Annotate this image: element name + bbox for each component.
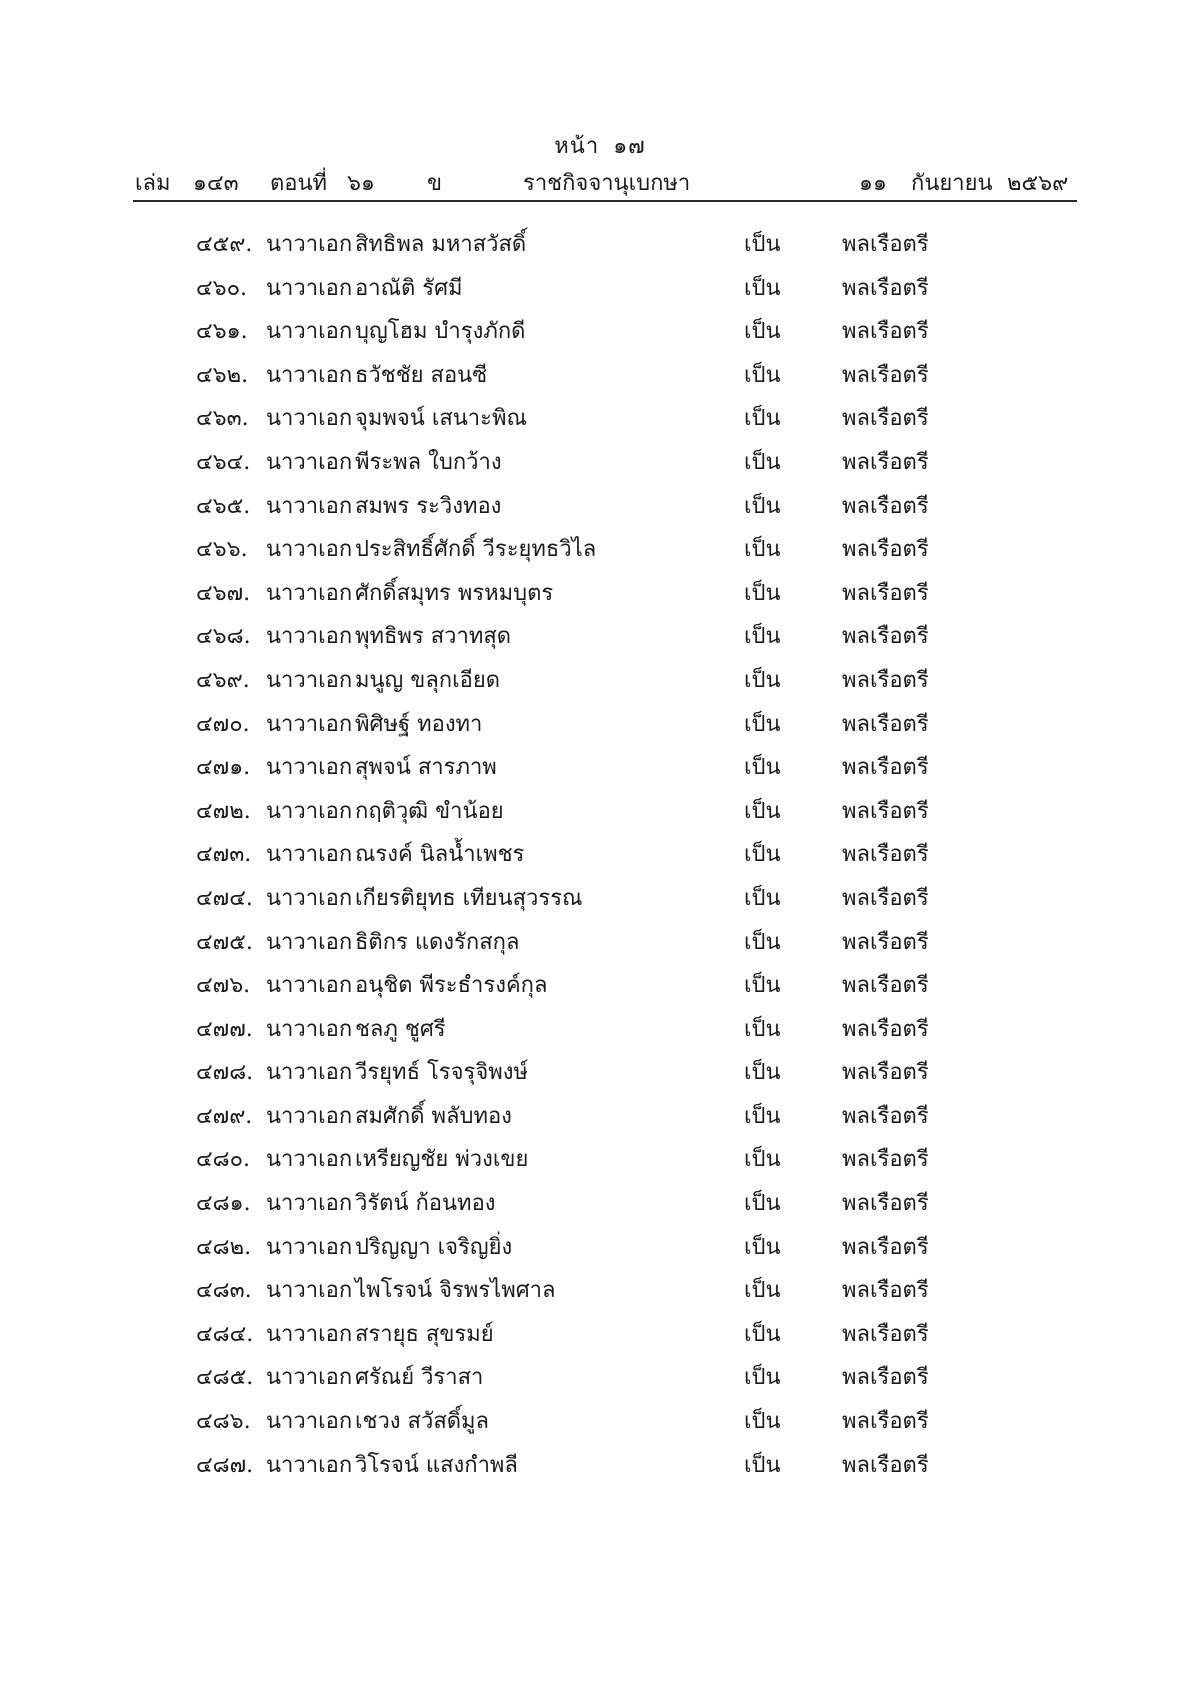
section-label: ตอนที่	[270, 171, 328, 196]
entry-new-rank: พลเรือตรี	[842, 449, 929, 475]
entry-as: เป็น	[744, 493, 781, 519]
entry-number: ๔๗๗.	[196, 1016, 253, 1042]
entry-current-rank: นาวาเอก	[266, 1321, 353, 1347]
entry-new-rank: พลเรือตรี	[842, 929, 929, 955]
entry-current-rank: นาวาเอก	[266, 537, 353, 563]
entry-as: เป็น	[744, 973, 781, 999]
section-number: ๖๑	[347, 171, 375, 196]
entry-new-rank: พลเรือตรี	[842, 842, 929, 868]
entry-current-rank: นาวาเอก	[266, 798, 353, 824]
entry-new-rank: พลเรือตรี	[842, 319, 929, 345]
entry-name: สิทธิพล มหาสวัสดิ์	[355, 232, 527, 257]
entry-name: ศักดิ์สมุทร พรหมบุตร	[355, 580, 554, 606]
entry-as: เป็น	[744, 449, 781, 475]
date-day: ๑๑	[859, 171, 887, 196]
entry-new-rank: พลเรือตรี	[842, 1147, 929, 1173]
entry-name: อนุชิต พีระธำรงค์กุล	[355, 973, 548, 999]
gazette-name: ราชกิจจานุเบกษา	[523, 171, 691, 196]
entry-as: เป็น	[744, 1191, 781, 1217]
entry-current-rank: นาวาเอก	[266, 885, 353, 911]
entry-as: เป็น	[744, 929, 781, 955]
entry-as: เป็น	[744, 1060, 781, 1086]
entry-new-rank: พลเรือตรี	[842, 667, 929, 693]
list-item	[0, 444, 1200, 488]
entry-new-rank: พลเรือตรี	[842, 1278, 929, 1304]
entry-name: พุทธิพร สวาทสุด	[355, 624, 512, 650]
entry-current-rank: นาวาเอก	[266, 232, 353, 257]
list-item	[0, 1403, 1200, 1447]
entry-current-rank: นาวาเอก	[266, 624, 353, 650]
entry-number: ๔๖๘.	[196, 624, 251, 650]
entry-current-rank: นาวาเอก	[266, 493, 353, 519]
entry-as: เป็น	[744, 406, 781, 432]
entry-new-rank: พลเรือตรี	[842, 493, 929, 519]
gazette-header	[135, 165, 1075, 199]
entry-current-rank: นาวาเอก	[266, 667, 353, 693]
entry-as: เป็น	[744, 1016, 781, 1042]
entry-as: เป็น	[744, 885, 781, 911]
entry-current-rank: นาวาเอก	[266, 711, 353, 737]
entry-current-rank: นาวาเอก	[266, 1060, 353, 1086]
list-item	[0, 531, 1200, 575]
list-item	[0, 1185, 1200, 1229]
entry-name: ธิติกร แดงรักสกุล	[355, 929, 520, 955]
entry-number: ๔๖๒.	[196, 362, 249, 388]
entry-number: ๔๖๙.	[196, 667, 250, 693]
entry-number: ๔๗๑.	[196, 755, 251, 781]
entry-new-rank: พลเรือตรี	[842, 798, 929, 824]
entry-new-rank: พลเรือตรี	[842, 755, 929, 781]
page-number-value: ๑๗	[613, 134, 646, 159]
entry-new-rank: พลเรือตรี	[842, 1016, 929, 1042]
entry-current-rank: นาวาเอก	[266, 1234, 353, 1260]
entry-name: สมศักดิ์ พลับทอง	[355, 1103, 512, 1129]
entry-number: ๔๗๖.	[196, 973, 251, 999]
entry-name: ประสิทธิ์ศักดิ์ วีระยุทธวิไล	[355, 537, 597, 563]
entry-current-rank: นาวาเอก	[266, 449, 353, 475]
entry-name: จุมพจน์ เสนาะพิณ	[355, 406, 527, 432]
entry-number: ๔๘๐.	[196, 1147, 251, 1173]
entry-current-rank: นาวาเอก	[266, 319, 353, 345]
entry-name: ปริญญา เจริญยิ่ง	[355, 1234, 513, 1260]
list-item	[0, 1229, 1200, 1273]
entry-current-rank: นาวาเอก	[266, 1452, 353, 1478]
entry-number: ๔๖๕.	[196, 493, 251, 519]
list-item	[0, 1011, 1200, 1055]
list-item	[0, 270, 1200, 314]
entry-new-rank: พลเรือตรี	[842, 580, 929, 606]
volume-label: เล่ม	[135, 171, 171, 196]
entry-current-rank: นาวาเอก	[266, 1103, 353, 1129]
entry-as: เป็น	[744, 624, 781, 650]
entry-number: ๔๘๗.	[196, 1452, 254, 1478]
entry-number: ๔๗๕.	[196, 929, 253, 955]
entry-as: เป็น	[744, 1278, 781, 1304]
entry-current-rank: นาวาเอก	[266, 929, 353, 955]
entry-current-rank: นาวาเอก	[266, 1365, 353, 1391]
list-item	[0, 967, 1200, 1011]
list-item	[0, 793, 1200, 837]
entry-new-rank: พลเรือตรี	[842, 1234, 929, 1260]
entry-number: ๔๘๔.	[196, 1321, 254, 1347]
entry-name: เหรียญชัย พ่วงเขย	[355, 1147, 529, 1173]
entry-current-rank: นาวาเอก	[266, 842, 353, 868]
entry-number: ๔๘๓.	[196, 1278, 252, 1304]
entry-current-rank: นาวาเอก	[266, 755, 353, 781]
entry-new-rank: พลเรือตรี	[842, 1191, 929, 1217]
entry-number: ๔๘๕.	[196, 1365, 254, 1391]
list-item	[0, 1141, 1200, 1185]
list-item	[0, 1316, 1200, 1360]
entry-as: เป็น	[744, 275, 781, 301]
entry-name: ไพโรจน์ จิรพรไพศาล	[355, 1278, 556, 1304]
entry-new-rank: พลเรือตรี	[842, 973, 929, 999]
page-number-label: หน้า	[554, 134, 600, 159]
entry-new-rank: พลเรือตรี	[842, 624, 929, 650]
list-item	[0, 706, 1200, 750]
list-item	[0, 1054, 1200, 1098]
entry-name: อาณัติ รัศมี	[355, 275, 463, 301]
list-item	[0, 226, 1200, 270]
entry-current-rank: นาวาเอก	[266, 580, 353, 606]
entry-name: เกียรติยุทธ เทียนสุวรรณ	[355, 885, 583, 911]
entry-number: ๔๗๘.	[196, 1060, 254, 1086]
entry-name: กฤติวุฒิ ขำน้อย	[355, 798, 504, 824]
entry-new-rank: พลเรือตรี	[842, 362, 929, 388]
entry-as: เป็น	[744, 1409, 781, 1435]
entry-number: ๔๘๖.	[196, 1409, 251, 1435]
entry-number: ๔๖๓.	[196, 406, 249, 432]
section-part: ข	[427, 171, 443, 196]
entry-as: เป็น	[744, 362, 781, 388]
entry-name: ธวัชชัย สอนซี	[355, 362, 488, 388]
entry-number: ๔๗๓.	[196, 842, 252, 868]
entry-as: เป็น	[744, 1452, 781, 1478]
entry-new-rank: พลเรือตรี	[842, 1365, 929, 1391]
list-item	[0, 924, 1200, 968]
entry-current-rank: นาวาเอก	[266, 1191, 353, 1217]
entry-current-rank: นาวาเอก	[266, 1409, 353, 1435]
list-item	[0, 575, 1200, 619]
entry-new-rank: พลเรือตรี	[842, 232, 929, 257]
entry-current-rank: นาวาเอก	[266, 406, 353, 432]
entry-name: สมพร ระวิงทอง	[355, 493, 502, 519]
entry-name: วิโรจน์ แสงกำพลี	[355, 1452, 518, 1478]
entry-new-rank: พลเรือตรี	[842, 537, 929, 563]
entry-number: ๔๖๖.	[196, 537, 248, 563]
entry-new-rank: พลเรือตรี	[842, 1452, 929, 1478]
entry-number: ๔๘๑.	[196, 1191, 251, 1217]
entry-number: ๔๖๗.	[196, 580, 251, 606]
entry-number: ๔๖๐.	[196, 275, 248, 301]
list-item	[0, 1359, 1200, 1403]
entry-number: ๔๘๒.	[196, 1234, 252, 1260]
list-item	[0, 662, 1200, 706]
list-item	[0, 1447, 1200, 1491]
entry-current-rank: นาวาเอก	[266, 1016, 353, 1042]
list-item	[0, 1098, 1200, 1142]
entry-as: เป็น	[744, 755, 781, 781]
entry-current-rank: นาวาเอก	[266, 362, 353, 388]
entry-number: ๔๗๐.	[196, 711, 250, 737]
entry-current-rank: นาวาเอก	[266, 973, 353, 999]
list-item	[0, 357, 1200, 401]
entry-as: เป็น	[744, 1365, 781, 1391]
volume-number: ๑๔๓	[193, 171, 239, 196]
entry-new-rank: พลเรือตรี	[842, 885, 929, 911]
entry-current-rank: นาวาเอก	[266, 275, 353, 301]
entry-new-rank: พลเรือตรี	[842, 1321, 929, 1347]
date-year: ๒๕๖๙	[1007, 171, 1069, 196]
entry-new-rank: พลเรือตรี	[842, 1103, 929, 1129]
entry-number: ๔๗๔.	[196, 885, 253, 911]
entry-new-rank: พลเรือตรี	[842, 406, 929, 432]
entry-new-rank: พลเรือตรี	[842, 1060, 929, 1086]
list-item	[0, 880, 1200, 924]
entry-name: วิรัตน์ ก้อนทอง	[355, 1191, 496, 1217]
list-item	[0, 1272, 1200, 1316]
list-item	[0, 400, 1200, 444]
entry-name: ศรัณย์ วีราสา	[355, 1365, 484, 1391]
entry-as: เป็น	[744, 1321, 781, 1347]
entry-as: เป็น	[744, 1234, 781, 1260]
header-divider	[133, 200, 1077, 202]
entry-as: เป็น	[744, 580, 781, 606]
entry-as: เป็น	[744, 711, 781, 737]
entry-as: เป็น	[744, 537, 781, 563]
list-item	[0, 749, 1200, 793]
list-item	[0, 488, 1200, 532]
entry-name: ชลภู ชูศรี	[355, 1016, 446, 1042]
list-item	[0, 313, 1200, 357]
entry-number: ๔๕๙.	[196, 232, 253, 257]
entry-name: ณรงค์ นิลน้ำเพชร	[355, 842, 525, 868]
list-item	[0, 618, 1200, 662]
entry-number: ๔๖๔.	[196, 449, 251, 475]
entry-current-rank: นาวาเอก	[266, 1147, 353, 1173]
entry-as: เป็น	[744, 798, 781, 824]
entry-new-rank: พลเรือตรี	[842, 711, 929, 737]
entry-number: ๔๗๙.	[196, 1103, 253, 1129]
entry-number: ๔๖๑.	[196, 319, 248, 345]
entry-as: เป็น	[744, 842, 781, 868]
entry-new-rank: พลเรือตรี	[842, 275, 929, 301]
appointment-list	[0, 226, 1200, 1490]
entry-name: เชวง สวัสดิ์มูล	[355, 1409, 490, 1435]
entry-as: เป็น	[744, 1147, 781, 1173]
entry-name: สรายุธ สุขรมย์	[355, 1321, 494, 1347]
entry-as: เป็น	[744, 667, 781, 693]
entry-name: บุญโฮม บำรุงภักดี	[355, 319, 526, 345]
entry-name: พิศิษฐ์ ทองทา	[355, 711, 483, 737]
entry-number: ๔๗๒.	[196, 798, 251, 824]
entry-current-rank: นาวาเอก	[266, 1278, 353, 1304]
entry-new-rank: พลเรือตรี	[842, 1409, 929, 1435]
entry-name: วีรยุทธ์ โรจรุจิพงษ์	[355, 1060, 528, 1086]
entry-as: เป็น	[744, 1103, 781, 1129]
page-number	[0, 128, 1200, 163]
entry-name: สุพจน์ สารภาพ	[355, 755, 497, 781]
entry-as: เป็น	[744, 319, 781, 345]
entry-name: มนูญ ขลุกเอียด	[355, 667, 501, 693]
list-item	[0, 836, 1200, 880]
entry-as: เป็น	[744, 232, 781, 257]
date-month: กันยายน	[911, 171, 993, 196]
entry-name: พีระพล ใบกว้าง	[355, 449, 502, 475]
